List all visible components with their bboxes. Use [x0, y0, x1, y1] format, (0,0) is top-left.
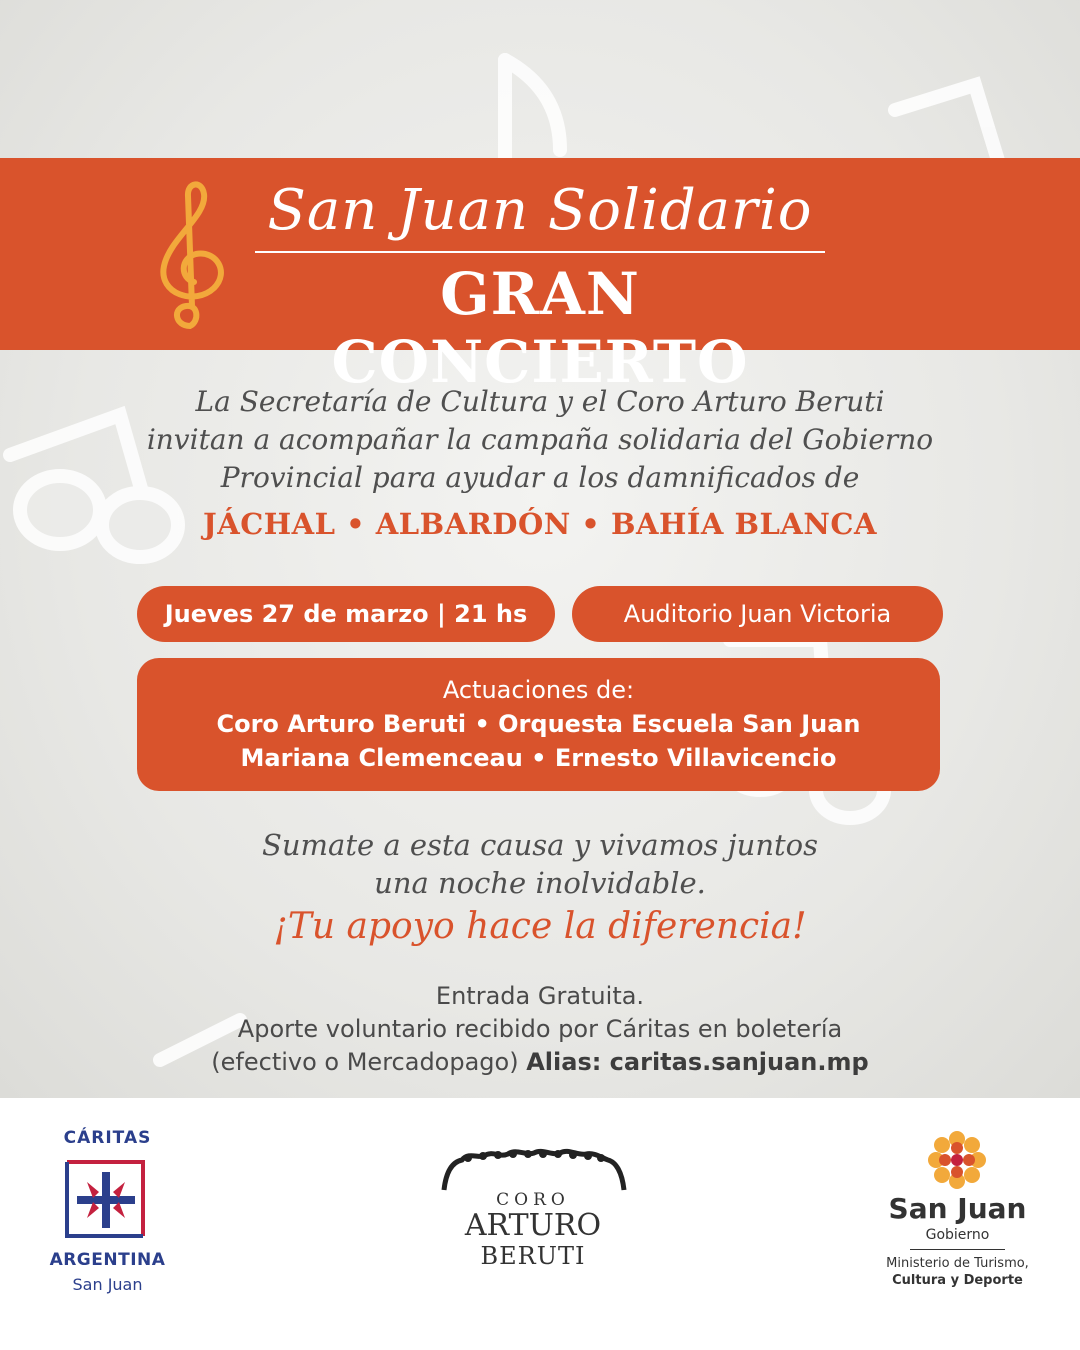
intro-line: invitan a acompañar la campaña solidaria del Gobierno — [146, 423, 934, 456]
entry-line: Entrada Gratuita. — [435, 982, 645, 1010]
caritas-logo — [40, 1128, 175, 1298]
performers-line: Mariana Clemenceau • Ernesto Villavicencio — [240, 744, 837, 772]
coro-logo-line: ARTURO — [464, 1208, 602, 1243]
sun-flower-icon — [927, 1130, 987, 1190]
caritas-cross-icon — [63, 1158, 153, 1242]
coro-logo-line: BERUTI — [480, 1242, 586, 1270]
intro-text — [100, 383, 980, 497]
caritas-logo-top: CÁRITAS — [63, 1128, 152, 1148]
sanjuan-government-logo — [870, 1130, 1045, 1300]
performers-line: Coro Arturo Beruti • Orquesta Escuela San Juan — [216, 710, 861, 738]
intro-line: La Secretaría de Cultura y el Coro Arturo Beruti — [195, 385, 885, 418]
closing-line: una noche inolvidable. — [374, 866, 706, 900]
coro-logo-line: CORO — [496, 1190, 570, 1210]
treble-clef-icon — [150, 176, 240, 336]
payment-alias: Alias: caritas.sanjuan.mp — [526, 1048, 869, 1076]
sanjuan-logo-sub: Gobierno — [925, 1227, 990, 1243]
title-divider — [255, 251, 825, 253]
caritas-logo-bottom: ARGENTINA — [49, 1250, 166, 1270]
entry-line: Aporte voluntario recibido por Cáritas en boletería — [237, 1015, 843, 1043]
event-subtitle: San Juan Solidario — [267, 178, 813, 243]
support-tagline: ¡Tu apoyo hace la diferencia! — [273, 906, 807, 947]
event-title: GRAN CONCIERTO — [331, 260, 749, 396]
closing-text — [100, 826, 980, 902]
sanjuan-logo-divider — [910, 1249, 1005, 1250]
performances-label: Actuaciones de: — [442, 676, 635, 704]
date-time-badge: Jueves 27 de marzo | 21 hs — [137, 586, 555, 642]
sanjuan-logo-name: San Juan — [888, 1192, 1027, 1225]
closing-line: Sumate a esta causa y vivamos juntos — [261, 828, 818, 862]
entry-info — [100, 980, 980, 1079]
entry-line — [100, 1046, 980, 1079]
intro-line: Provincial para ayudar a los damnificados de — [220, 461, 860, 494]
caritas-logo-sub: San Juan — [72, 1275, 143, 1294]
coro-logo — [438, 1148, 628, 1278]
ministry-line: Cultura y Deporte — [892, 1273, 1023, 1288]
venue-badge: Auditorio Juan Victoria — [572, 586, 943, 642]
performances-box — [137, 658, 940, 791]
ministry-line: Ministerio de Turismo, — [886, 1256, 1029, 1271]
payment-methods: (efectivo o Mercadopago) — [211, 1048, 527, 1076]
choir-silhouette-icon — [438, 1148, 628, 1192]
affected-places: JÁCHAL • ALBARDÓN • BAHÍA BLANCA — [202, 507, 878, 541]
